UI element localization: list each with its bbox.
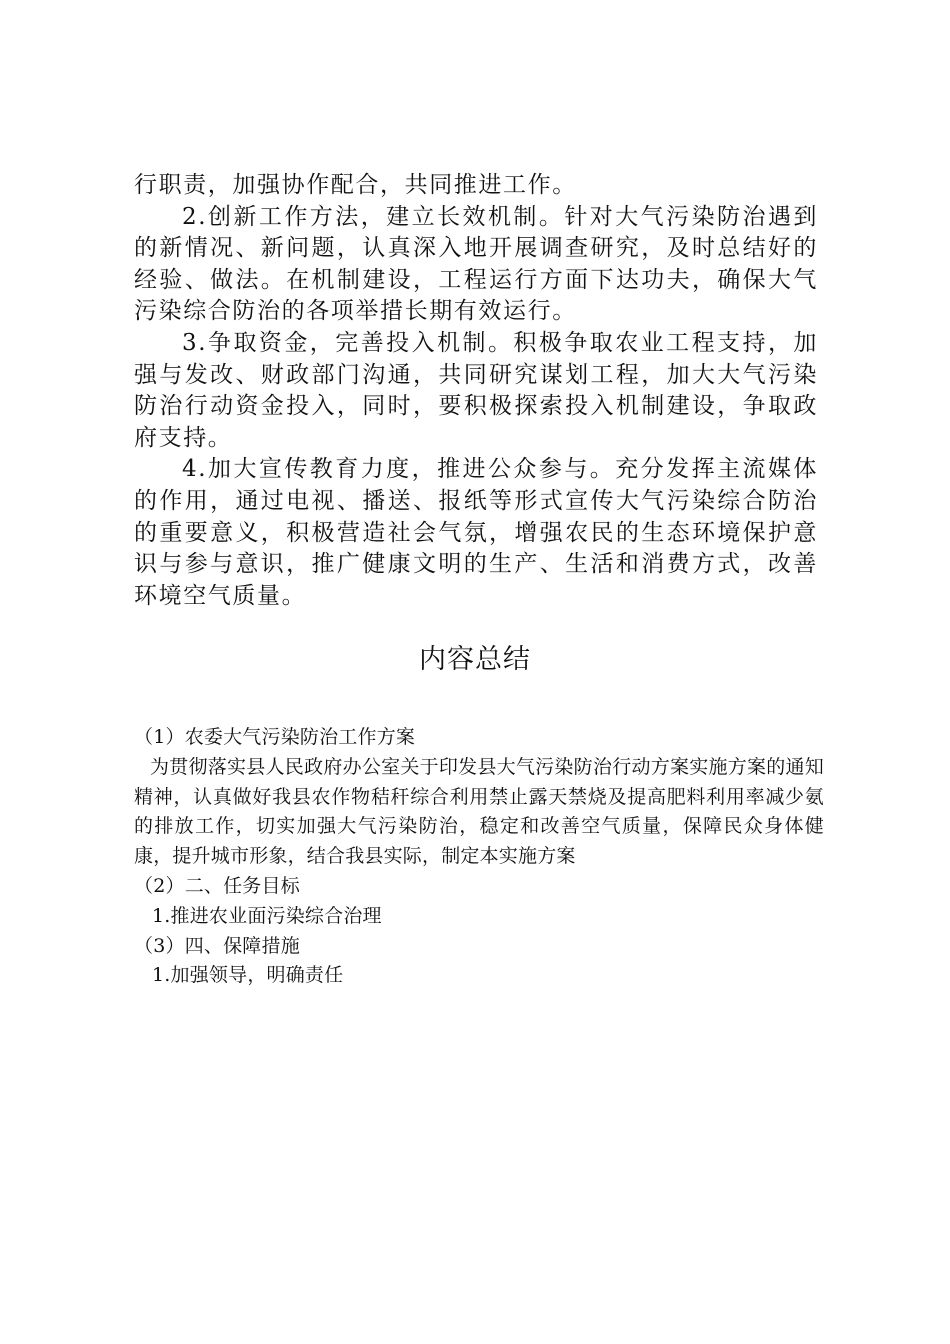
summary-item-2-sub: 1.推进农业面污染综合治理 bbox=[152, 904, 382, 927]
paragraph-item-2: 2.创新工作方法，建立长效机制。针对大气污染防治遇到的新情况、新问题，认真深入地开展调查研究，及时总结好的经验、做法。在机制建设，工程运行方面下达功夫，确保大气污染综合防治的各项举措长期有效运行。 bbox=[134, 203, 818, 325]
paragraph-item-4: 4.加大宣传教育力度，推进公众参与。充分发挥主流媒体的作用，通过电视、播送、报纸等形式宣传大气污染综合防治的重要意义，积极营造社会气氛，增强农民的生态环境保护意识与参与意识，推广健康文明的生产、生活和消费方式，改善环境空气质量。 bbox=[134, 456, 818, 609]
summary-item-1-heading: （1）农委大气污染防治工作方案 bbox=[134, 726, 416, 748]
summary-title: 内容总结 bbox=[419, 644, 531, 675]
paragraph-item-3: 3.争取资金，完善投入机制。积极争取农业工程支持，加强与发改、财政部门沟通，共同研究谋划工程，加大大气污染防治行动资金投入，同时，要积极探索投入机制建设，争取政府支持。 bbox=[134, 329, 818, 451]
document-body bbox=[134, 170, 818, 612]
paragraph-continuation: 行职责，加强协作配合，共同推进工作。 bbox=[134, 172, 577, 198]
summary-item-3-sub: 1.加强领导，明确责任 bbox=[152, 964, 344, 987]
summary-section bbox=[134, 723, 824, 991]
summary-item-1-body: 为贯彻落实县人民政府办公室关于印发县大气污染防治行动方案实施方案的通知精神，认真做好我县农作物秸秆综合利用禁止露天禁烧及提高肥料利用率减少氨的排放工作，切实加强大气污染防治，稳定和改善空气质量，保障民众身体健康，提升城市形象，结合我县实际，制定本实施方案 bbox=[134, 755, 824, 868]
summary-item-3-heading: （3）四、保障措施 bbox=[134, 934, 300, 957]
summary-item-2-heading: （2）二、任务目标 bbox=[134, 874, 300, 897]
